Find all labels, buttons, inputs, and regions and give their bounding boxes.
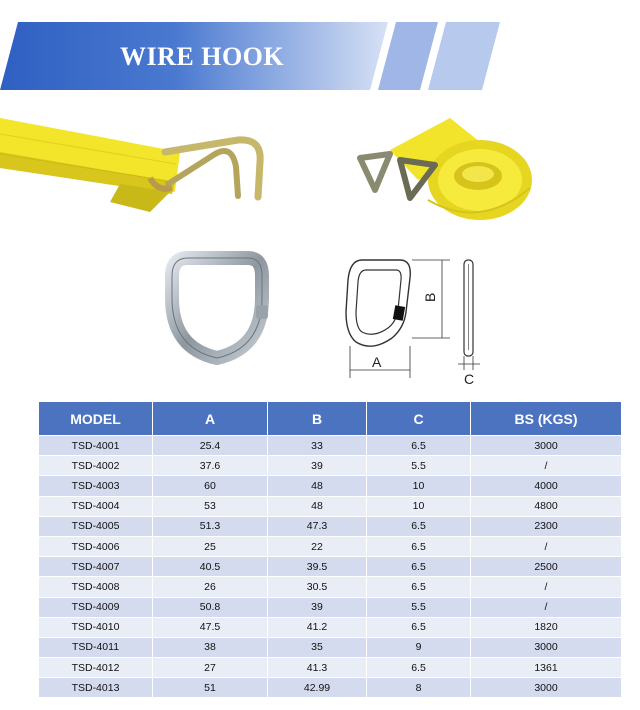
cell-c: 5.5 — [367, 455, 471, 475]
cell-c: 6.5 — [367, 536, 471, 556]
table-row — [39, 536, 621, 556]
cell-b: 33 — [268, 435, 367, 455]
cell-a: 25 — [153, 536, 268, 556]
cell-model: TSD-4013 — [39, 677, 153, 697]
cell-b: 22 — [268, 536, 367, 556]
cell-b: 39 — [268, 597, 367, 617]
cell-c: 6.5 — [367, 556, 471, 576]
label-b: B — [422, 292, 438, 302]
table-row — [39, 617, 621, 637]
cell-bs: 4800 — [471, 496, 621, 516]
cell-b: 39 — [268, 455, 367, 475]
cell-b: 47.3 — [268, 516, 367, 536]
cell-model: TSD-4006 — [39, 536, 153, 556]
strap-with-hook-photo — [0, 112, 270, 222]
cell-c: 10 — [367, 496, 471, 516]
cell-model: TSD-4004 — [39, 496, 153, 516]
cell-a: 47.5 — [153, 617, 268, 637]
cell-c: 10 — [367, 475, 471, 495]
cell-a: 38 — [153, 637, 268, 657]
cell-model: TSD-4002 — [39, 455, 153, 475]
cell-c: 6.5 — [367, 617, 471, 637]
cell-bs: 3000 — [471, 677, 621, 697]
d-ring-photo — [160, 250, 275, 365]
cell-model: TSD-4011 — [39, 637, 153, 657]
header-model: MODEL — [39, 402, 153, 435]
cell-bs: / — [471, 455, 621, 475]
cell-model: TSD-4003 — [39, 475, 153, 495]
cell-a: 53 — [153, 496, 268, 516]
cell-b: 48 — [268, 496, 367, 516]
table-row — [39, 576, 621, 596]
banner-graphic — [0, 22, 640, 90]
cell-bs: / — [471, 576, 621, 596]
cell-b: 48 — [268, 475, 367, 495]
cell-b: 35 — [268, 637, 367, 657]
cell-b: 41.2 — [268, 617, 367, 637]
table-row — [39, 455, 621, 475]
cell-a: 27 — [153, 657, 268, 677]
cell-model: TSD-4001 — [39, 435, 153, 455]
header-c: C — [367, 402, 471, 435]
table-row — [39, 496, 621, 516]
cell-a: 25.4 — [153, 435, 268, 455]
table-row — [39, 637, 621, 657]
cell-c: 6.5 — [367, 516, 471, 536]
cell-c: 9 — [367, 637, 471, 657]
table-row — [39, 677, 621, 697]
cell-model: TSD-4005 — [39, 516, 153, 536]
cell-a: 26 — [153, 576, 268, 596]
cell-bs: 3000 — [471, 637, 621, 657]
cell-model: TSD-4012 — [39, 657, 153, 677]
header-b: B — [268, 402, 367, 435]
cell-a: 51.3 — [153, 516, 268, 536]
rolled-strap-photo — [340, 110, 540, 230]
cell-model: TSD-4010 — [39, 617, 153, 637]
cell-bs: / — [471, 536, 621, 556]
cell-a: 50.8 — [153, 597, 268, 617]
cell-c: 8 — [367, 677, 471, 697]
cell-bs: 2500 — [471, 556, 621, 576]
table-row — [39, 556, 621, 576]
table-row — [39, 516, 621, 536]
cell-c: 6.5 — [367, 657, 471, 677]
table-row — [39, 435, 621, 455]
label-c: C — [464, 371, 475, 387]
label-a: A — [372, 354, 382, 370]
spec-table — [39, 402, 621, 697]
cell-b: 39.5 — [268, 556, 367, 576]
table-row — [39, 657, 621, 677]
header-a: A — [153, 402, 268, 435]
cell-b: 42.99 — [268, 677, 367, 697]
cell-bs: 2300 — [471, 516, 621, 536]
cell-a: 51 — [153, 677, 268, 697]
title-banner — [0, 22, 640, 90]
cell-model: TSD-4009 — [39, 597, 153, 617]
cell-bs: 1361 — [471, 657, 621, 677]
cell-a: 40.5 — [153, 556, 268, 576]
cell-bs: 4000 — [471, 475, 621, 495]
cell-bs: 1820 — [471, 617, 621, 637]
cell-a: 60 — [153, 475, 268, 495]
cell-c: 5.5 — [367, 597, 471, 617]
cell-bs: / — [471, 597, 621, 617]
cell-c: 6.5 — [367, 576, 471, 596]
page-title: WIRE HOOK — [120, 42, 285, 71]
cell-b: 41.3 — [268, 657, 367, 677]
cell-bs: 3000 — [471, 435, 621, 455]
cell-model: TSD-4007 — [39, 556, 153, 576]
header-bs: BS (KGS) — [471, 402, 621, 435]
cell-model: TSD-4008 — [39, 576, 153, 596]
table-header-row — [39, 402, 621, 435]
cell-a: 37.6 — [153, 455, 268, 475]
cell-c: 6.5 — [367, 435, 471, 455]
dimension-drawing — [330, 250, 500, 390]
table-row — [39, 597, 621, 617]
table-row — [39, 475, 621, 495]
cell-b: 30.5 — [268, 576, 367, 596]
